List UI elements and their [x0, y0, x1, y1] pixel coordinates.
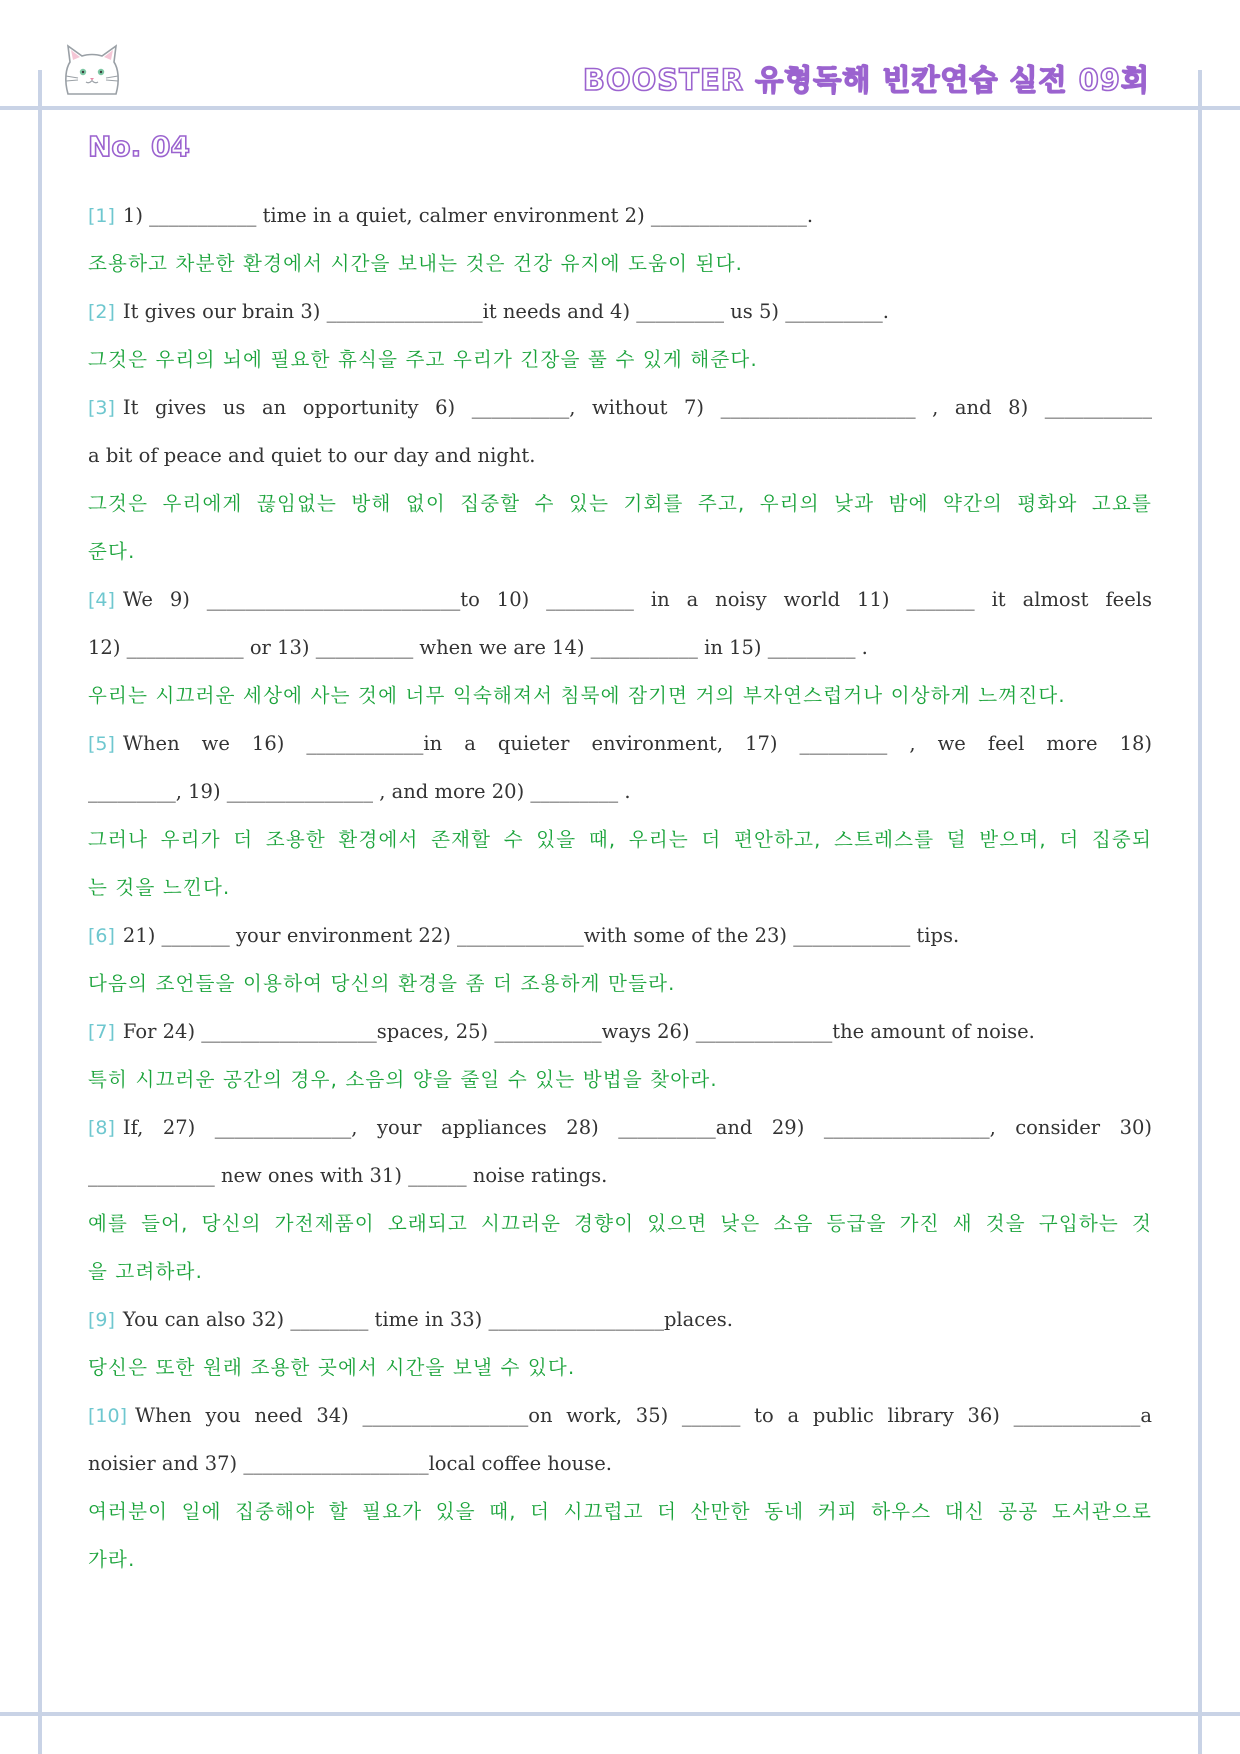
- line-text: For 24) __________________spaces, 25) ___________ways 26) ______________the amount of noise.: [122, 1020, 1035, 1043]
- line-text: noisier and 37) ___________________local coffee house.: [88, 1452, 612, 1475]
- korean-translation-line: [88, 528, 1152, 576]
- korean-translation-line: [88, 1200, 1152, 1248]
- line-text: It gives our brain 3) ________________it needs and 4) _________ us 5) __________.: [122, 300, 889, 323]
- line-text: When you need 34) _________________on work, 35) ______ to a public library 36) _____________a: [135, 1404, 1152, 1427]
- korean-translation-line: [88, 816, 1152, 864]
- korean-translation-line: [88, 336, 1152, 384]
- english-blank-line: [88, 624, 1152, 672]
- english-blank-line: [88, 288, 1152, 336]
- line-text: 가라.: [88, 1548, 136, 1571]
- sentence-number: [10]: [88, 1405, 128, 1427]
- line-text: You can also 32) ________ time in 33) __________________places.: [122, 1308, 733, 1331]
- english-blank-line: [88, 576, 1152, 624]
- bottom-frame-line: [0, 1712, 1240, 1716]
- sentence-number: [1]: [88, 205, 115, 227]
- english-blank-line: [88, 432, 1152, 480]
- english-blank-line: [88, 1152, 1152, 1200]
- line-text: 그것은 우리의 뇌에 필요한 휴식을 주고 우리가 긴장을 풀 수 있게 해준다.: [88, 348, 758, 371]
- line-text: 여러분이 일에 집중해야 할 필요가 있을 때, 더 시끄럽고 더 산만한 동네 커피 하우스 대신 공공 도서관으로: [88, 1500, 1152, 1523]
- line-text: 는 것을 느낀다.: [88, 876, 231, 899]
- question-number: No. 04: [88, 130, 191, 163]
- english-blank-line: [88, 1392, 1152, 1440]
- line-text: 1) ___________ time in a quiet, calmer environment 2) ________________.: [122, 204, 814, 227]
- korean-translation-line: [88, 240, 1152, 288]
- english-blank-line: [88, 192, 1152, 240]
- english-blank-line: [88, 720, 1152, 768]
- left-frame-line: [38, 70, 42, 1754]
- line-text: 특히 시끄러운 공간의 경우, 소음의 양을 줄일 수 있는 방법을 찾아라.: [88, 1068, 718, 1091]
- sentence-number: [4]: [88, 589, 115, 611]
- right-frame-line: [1198, 70, 1202, 1754]
- header-title: BOOSTER 유형독해 빈칸연습 실전 09회: [582, 63, 1150, 97]
- line-text: 다음의 조언들을 이용하여 당신의 환경을 좀 더 조용하게 만들라.: [88, 972, 676, 995]
- worksheet-content: [88, 192, 1152, 1584]
- korean-translation-line: [88, 1536, 1152, 1584]
- sentence-number: [2]: [88, 301, 115, 323]
- korean-translation-line: [88, 1248, 1152, 1296]
- line-text: It gives us an opportunity 6) __________, without 7) ____________________ , and 8) ___________: [122, 396, 1152, 419]
- english-blank-line: [88, 1104, 1152, 1152]
- line-text: 을 고려하라.: [88, 1260, 203, 1283]
- korean-translation-line: [88, 672, 1152, 720]
- english-blank-line: [88, 384, 1152, 432]
- sentence-number: [6]: [88, 925, 115, 947]
- korean-translation-line: [88, 1488, 1152, 1536]
- line-text: 그것은 우리에게 끊임없는 방해 없이 집중할 수 있는 기회를 주고, 우리의 낮과 밤에 약간의 평화와 고요를: [88, 492, 1152, 515]
- line-text: 당신은 또한 원래 조용한 곳에서 시간을 보낼 수 있다.: [88, 1356, 576, 1379]
- line-text: 조용하고 차분한 환경에서 시간을 보내는 것은 건강 유지에 도움이 된다.: [88, 252, 744, 275]
- korean-translation-line: [88, 1056, 1152, 1104]
- cat-logo-icon: [60, 42, 124, 104]
- korean-translation-line: [88, 480, 1152, 528]
- line-text: _________, 19) _______________ , and more 20) _________ .: [88, 780, 631, 803]
- korean-translation-line: [88, 864, 1152, 912]
- line-text: 준다.: [88, 540, 136, 563]
- english-blank-line: [88, 1008, 1152, 1056]
- line-text: 21) _______ your environment 22) _____________with some of the 23) ____________ tips.: [122, 924, 960, 947]
- line-text: 그러나 우리가 더 조용한 환경에서 존재할 수 있을 때, 우리는 더 편안하고, 스트레스를 덜 받으며, 더 집중되: [88, 828, 1152, 851]
- english-blank-line: [88, 768, 1152, 816]
- korean-translation-line: [88, 960, 1152, 1008]
- english-blank-line: [88, 1440, 1152, 1488]
- top-frame-line: [0, 106, 1240, 110]
- line-text: _____________ new ones with 31) ______ noise ratings.: [88, 1164, 608, 1187]
- line-text: If, 27) ______________, your appliances 28) __________and 29) _________________, consider 30): [122, 1116, 1152, 1139]
- line-text: We 9) __________________________to 10) _________ in a noisy world 11) _______ it almost feels: [122, 588, 1152, 611]
- sentence-number: [7]: [88, 1021, 115, 1043]
- line-text: When we 16) ____________in a quieter environment, 17) _________ , we feel more 18): [122, 732, 1152, 755]
- line-text: 12) ____________ or 13) __________ when we are 14) ___________ in 15) _________ .: [88, 636, 868, 659]
- english-blank-line: [88, 1296, 1152, 1344]
- line-text: a bit of peace and quiet to our day and night.: [88, 444, 536, 467]
- english-blank-line: [88, 912, 1152, 960]
- sentence-number: [3]: [88, 397, 115, 419]
- korean-translation-line: [88, 1344, 1152, 1392]
- line-text: 우리는 시끄러운 세상에 사는 것에 너무 익숙해져서 침묵에 잠기면 거의 부자연스럽거나 이상하게 느껴진다.: [88, 684, 1066, 707]
- sentence-number: [8]: [88, 1117, 115, 1139]
- line-text: 예를 들어, 당신의 가전제품이 오래되고 시끄러운 경향이 있으면 낮은 소음 등급을 가진 새 것을 구입하는 것: [88, 1212, 1152, 1235]
- sentence-number: [5]: [88, 733, 115, 755]
- sentence-number: [9]: [88, 1309, 115, 1331]
